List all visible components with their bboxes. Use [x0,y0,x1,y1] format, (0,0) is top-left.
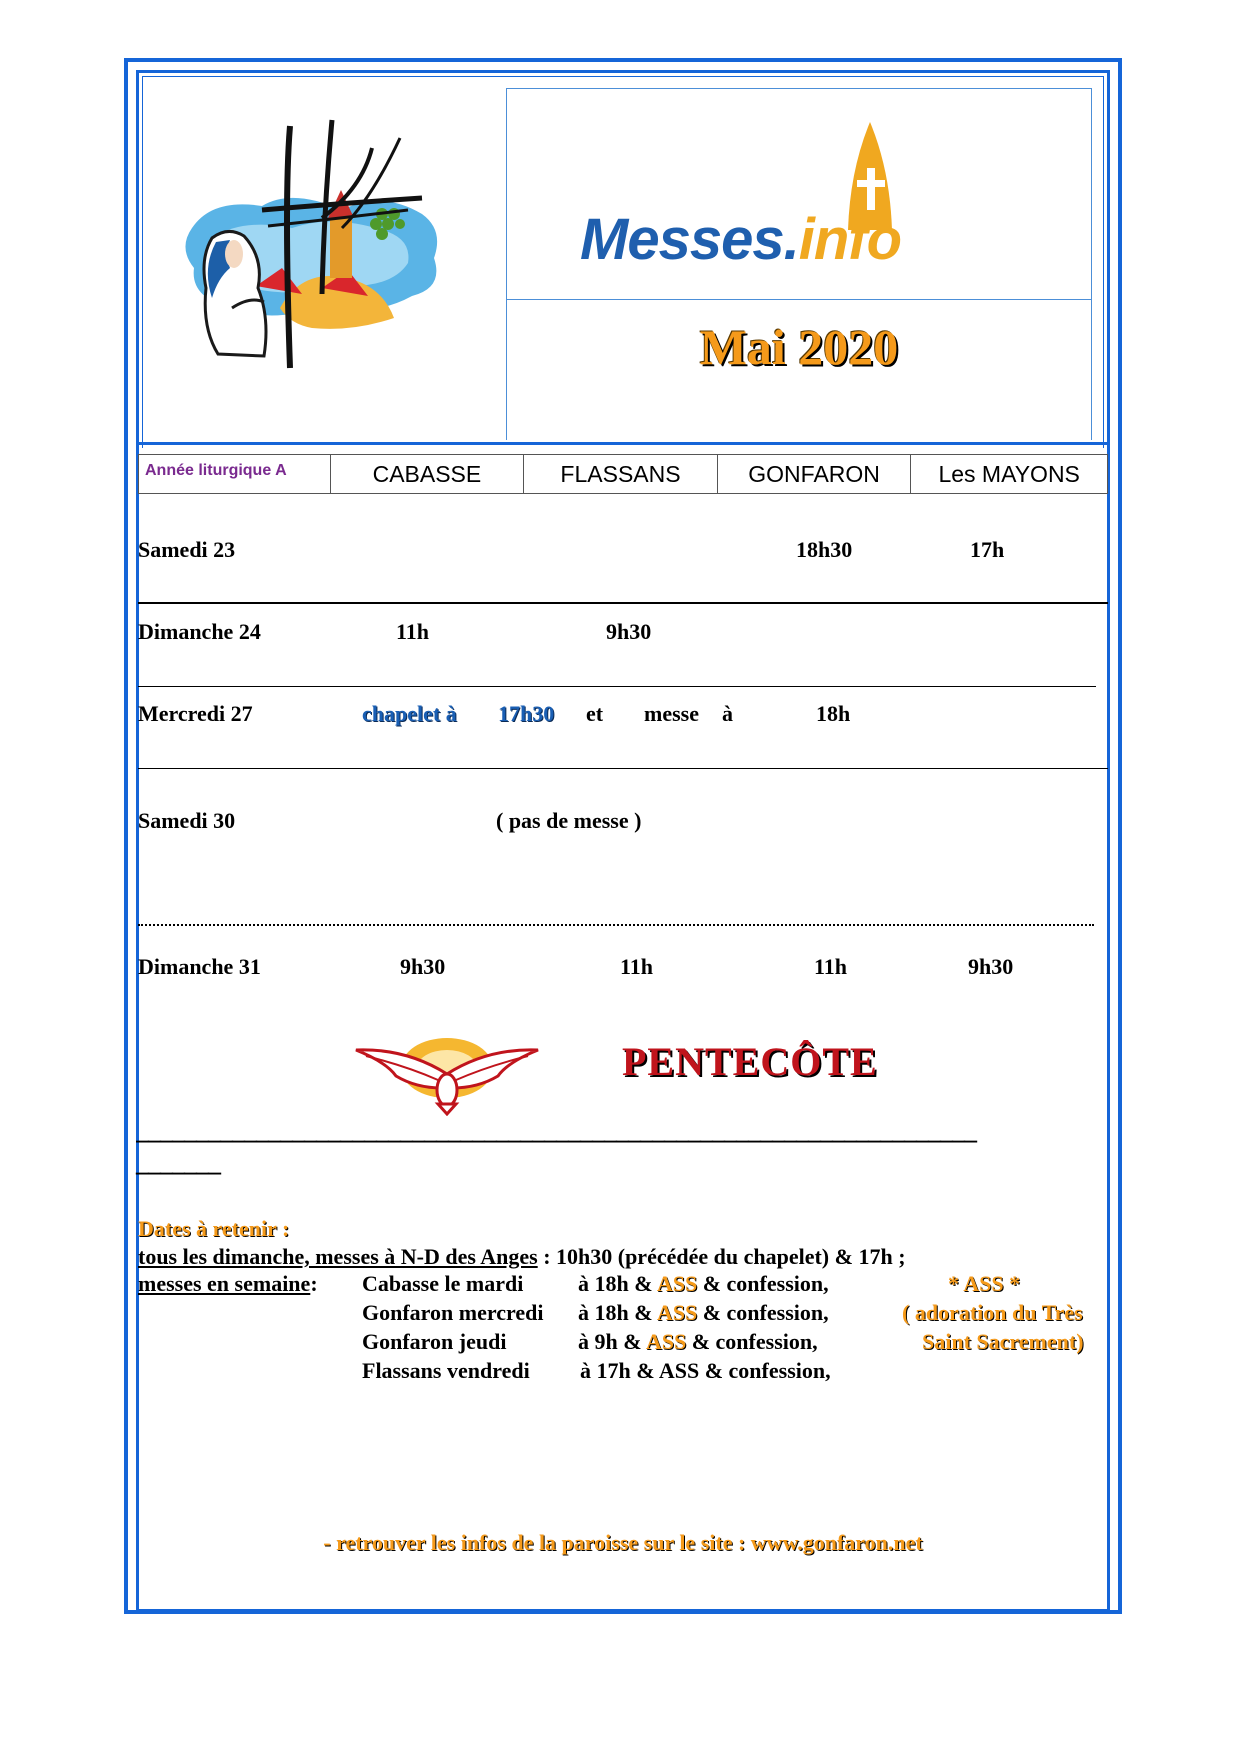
row-day: Mercredi 27 [138,701,253,726]
dove-illustration [346,1028,548,1116]
weekday-line [362,1271,523,1297]
adoration-note-2: ( adoration du Très [902,1300,1083,1325]
row-text-messe: messe [644,701,699,726]
row-day: Samedi 30 [138,808,236,833]
header-gonfaron: GONFARON [718,455,912,493]
weekday-place: Gonfaron jeudi [362,1329,507,1354]
schedule-header-row [138,454,1108,494]
dashed-separator-end: _______ [136,1148,220,1177]
dove-icon [346,1028,548,1116]
weekday-time: à 18h & ASS & confession, [578,1300,829,1325]
month-title: Mai 2020 [699,319,899,375]
adoration-note-3: Saint Sacrement) [922,1329,1084,1354]
weekday-place: Flassans vendredi [362,1358,530,1383]
no-mass-note: ( pas de messe ) [496,808,642,833]
sunday-text: : 10h30 (précédée du chapelet) & 17h ; [537,1244,906,1269]
header-flassans: FLASSANS [524,455,718,493]
messes-info-wordmark [580,206,901,273]
ass-label: ASS [645,1329,687,1354]
weekday-label: messes en semaine [138,1271,311,1296]
header-cabasse: CABASSE [331,455,525,493]
time-cabasse: 9h30 [400,954,446,979]
row-text-a: à [722,701,733,726]
mass-time: 18h [816,701,851,726]
rosary-label: chapelet à [362,701,457,726]
weekday-line [362,1358,530,1384]
logo-info-text: info [798,207,902,272]
time-flassans: 11h [620,954,654,979]
website-footer: - retrouver les infos de la paroisse sur le site : www.gonfaron.net [323,1530,923,1555]
weekday-time: à 18h & ASS & confession, [578,1271,829,1296]
logo-messes-text: Messes. [580,207,799,272]
row-day: Samedi 23 [138,537,236,562]
row-separator [138,686,1096,687]
body-frame [136,442,1110,1612]
time-cabasse: 11h [396,619,430,644]
row-separator [138,768,1108,769]
row-day: Dimanche 31 [138,954,261,979]
time-gonfaron: 11h [814,954,848,979]
row-separator [138,924,1094,926]
header-les-mayons: Les MAYONS [938,460,1080,487]
weekday-line [362,1329,506,1355]
weekday-time: à 9h & ASS & confession, [578,1329,818,1354]
dashed-separator: ______________________________________________________________________ [136,1116,976,1145]
feast-title: PENTECÔTE [622,1039,878,1084]
weekday-time: à 17h & ASS & confession, [580,1358,831,1383]
weekday-label-line [138,1271,318,1297]
notices-heading: Dates à retenir : [138,1216,290,1241]
header-liturgical-year: Année liturgique A [139,455,331,493]
row-separator [138,602,1108,604]
sunday-label: tous les dimanche, messes à N-D des Anges [138,1244,538,1269]
ass-label: ASS [656,1300,698,1325]
parish-logo-illustration [172,118,450,380]
time-mayons: 17h [970,537,1005,562]
parish-illustration-icon [172,118,450,380]
adoration-note-1: * ASS * [948,1271,1021,1296]
row-text-et: et [586,701,604,726]
weekday-place: Cabasse le mardi [362,1271,524,1296]
messes-info-logo [580,120,1000,280]
time-gonfaron: 18h30 [796,537,853,562]
time-flassans: 9h30 [606,619,652,644]
weekday-line [362,1300,543,1326]
ass-label: ASS [656,1271,698,1296]
sunday-masses-line [138,1244,906,1270]
time-mayons: 9h30 [968,954,1014,979]
row-day: Dimanche 24 [138,619,261,644]
weekday-place: Gonfaron mercredi [362,1300,544,1325]
rosary-time: 17h30 [498,701,555,726]
weekday-colon: : [310,1271,318,1296]
